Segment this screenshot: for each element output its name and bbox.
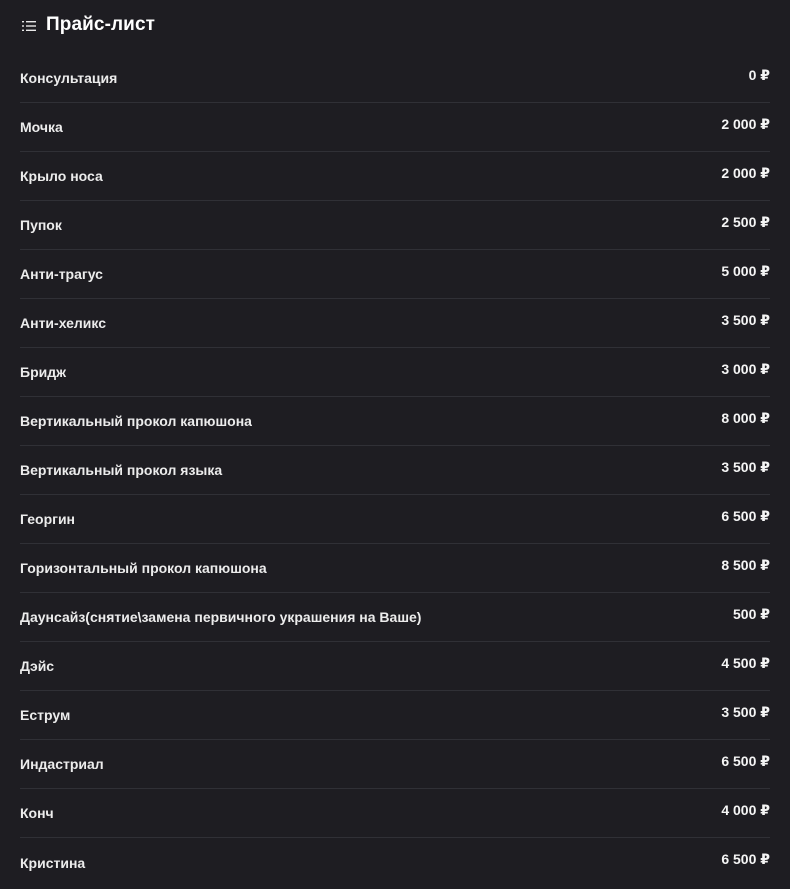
service-price: 6 500 ₽ xyxy=(721,851,770,867)
service-name: Индастриал xyxy=(20,756,104,772)
service-name: Вертикальный прокол языка xyxy=(20,462,223,478)
list-item xyxy=(20,103,770,152)
service-name: Горизонтальный прокол капюшона xyxy=(20,560,267,576)
service-price: 2 000 ₽ xyxy=(721,115,770,132)
service-name: Крыло носа xyxy=(20,168,103,184)
price-list-header xyxy=(20,0,770,50)
list-item xyxy=(20,299,770,348)
list-icon xyxy=(22,19,36,31)
service-price: 3 500 ₽ xyxy=(721,458,770,475)
list-item xyxy=(20,446,770,495)
service-price: 500 ₽ xyxy=(733,605,770,622)
service-price: 6 500 ₽ xyxy=(721,752,770,769)
service-price: 3 500 ₽ xyxy=(721,311,770,328)
service-price: 0 ₽ xyxy=(748,66,770,83)
service-name: Пупок xyxy=(20,217,62,233)
page-title: Прайс-лист xyxy=(46,14,156,35)
list-item xyxy=(20,201,770,250)
list-item xyxy=(20,740,770,789)
service-name: Консультация xyxy=(20,70,118,86)
list-item xyxy=(20,495,770,544)
service-price: 3 500 ₽ xyxy=(721,703,770,720)
service-price: 6 500 ₽ xyxy=(721,507,770,524)
service-name: Анти-хеликс xyxy=(20,315,107,331)
service-name: Еструм xyxy=(20,707,71,723)
list-item xyxy=(20,250,770,299)
service-name: Мочка xyxy=(20,119,63,135)
price-list xyxy=(20,54,770,887)
service-price: 4 500 ₽ xyxy=(721,654,770,671)
service-price: 3 000 ₽ xyxy=(721,360,770,377)
service-name: Бридж xyxy=(20,364,67,380)
list-item xyxy=(20,838,770,887)
list-item xyxy=(20,54,770,103)
list-item xyxy=(20,544,770,593)
list-item xyxy=(20,789,770,838)
service-price: 8 500 ₽ xyxy=(721,556,770,573)
list-item xyxy=(20,691,770,740)
service-name: Дэйс xyxy=(20,658,55,674)
list-item xyxy=(20,348,770,397)
service-price: 8 000 ₽ xyxy=(721,409,770,426)
service-price: 2 000 ₽ xyxy=(721,164,770,181)
list-item xyxy=(20,397,770,446)
service-name: Кристина xyxy=(20,854,86,871)
service-price: 5 000 ₽ xyxy=(721,262,770,279)
service-price: 2 500 ₽ xyxy=(721,213,770,230)
service-name: Даунсайз(снятие\замена первичного украшения на Ваше) xyxy=(20,609,422,625)
service-name: Конч xyxy=(20,805,54,821)
service-name: Анти-трагус xyxy=(20,266,103,282)
list-item xyxy=(20,642,770,691)
service-name: Вертикальный прокол капюшона xyxy=(20,413,252,429)
list-item xyxy=(20,152,770,201)
service-price: 4 000 ₽ xyxy=(721,801,770,818)
list-item xyxy=(20,593,770,642)
service-name: Георгин xyxy=(20,511,76,527)
